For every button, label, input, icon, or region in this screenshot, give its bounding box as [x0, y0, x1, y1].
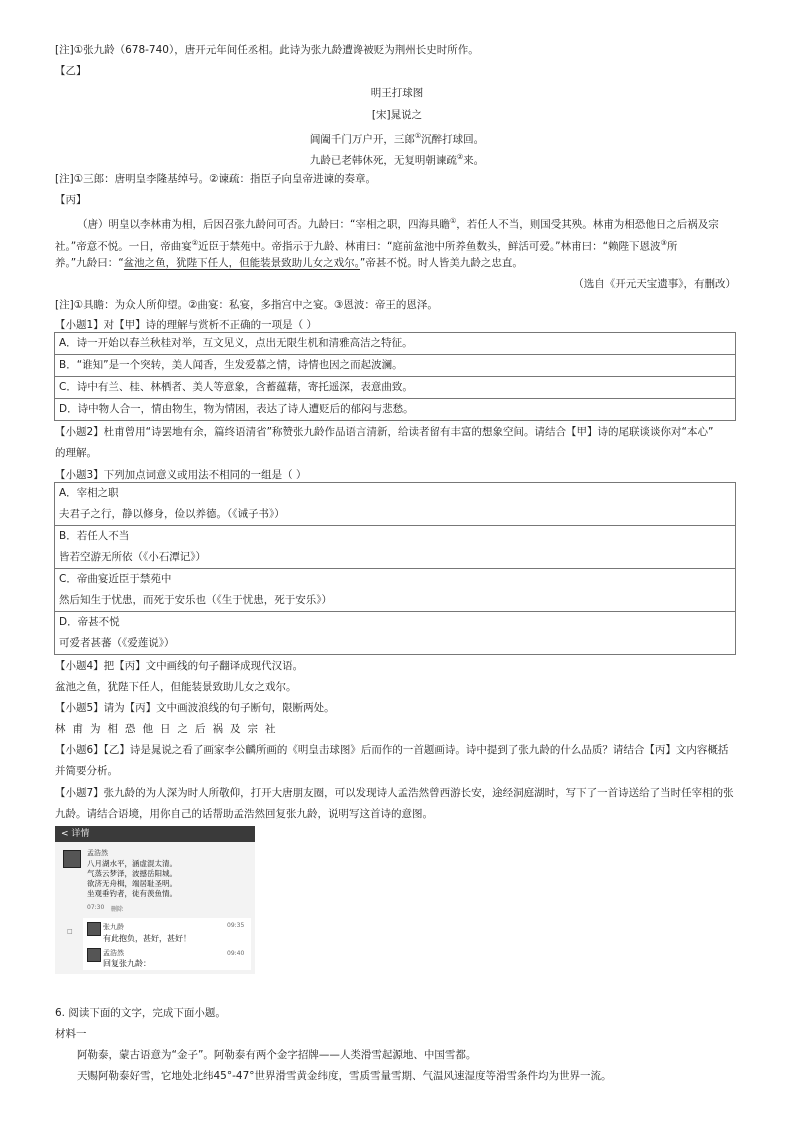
option-source: 夫君子之行，静以修身，俭以养德。（《诫子书》）	[59, 508, 285, 520]
poem-text: 沉醉打球回。	[421, 133, 485, 146]
moments-screenshot	[55, 826, 255, 974]
avatar	[63, 850, 81, 868]
poem-text: 来。	[463, 154, 485, 167]
material-p1: 阿勒泰，蒙古语意为“金子”。阿勒泰有两个金字招牌——人类滑雪起源地、中国雪都。	[77, 1049, 477, 1061]
yi-poem-line-2	[0, 150, 794, 168]
yi-poem-author: [宋]晁说之	[371, 109, 423, 121]
post-time: 07:30	[87, 904, 105, 911]
q1-option-a: A．诗一开始以春兰秋桂对举，互文见义，点出无限生机和清雅高洁之特征。	[55, 333, 735, 355]
q7-line-2: 九龄。请结合语境，用你自己的话帮助孟浩然回复张九龄，说明写这首诗的意图。	[55, 808, 433, 820]
poem-text: 阊阖千门万户开，三郎	[309, 133, 415, 146]
bing-text-line-3	[55, 256, 523, 270]
q3-option-a	[55, 483, 735, 526]
option-phrase: D．帝甚不悦	[59, 616, 120, 628]
text: ”帝甚不悦。时人皆美九龄之忠直。	[359, 257, 523, 269]
note-mark: ①	[414, 132, 422, 140]
underlined-sentence: 盆池之鱼，犹陛下任人，但能装景致助儿女之戏尔。	[123, 257, 360, 269]
reply2-text: 回复张九龄：	[103, 959, 151, 968]
option-source: 皆若空游无所依（《小石潭记》）	[59, 551, 206, 563]
note-mark: ①	[449, 217, 457, 225]
q6-line-1: 【小题6】【乙】诗是晁说之看了画家李公麟所画的《明皇击球图》后而作的一首题画诗。诗中提到了张九龄的什么品质？请结合【丙】文内容概括	[55, 744, 729, 756]
reply2-name: 孟浩然	[103, 949, 124, 957]
reply2-time: 09:40	[227, 950, 245, 957]
chat-poem-line: 欲济无舟楫，端居耻圣明。	[87, 879, 177, 888]
jia-note: [注]①张九龄（678-740），唐开元年间任丞相。此诗为张九龄遭谗被贬为荆州长史时所作。	[55, 44, 479, 56]
material-label: 材料一	[55, 1028, 87, 1040]
poem-text: 九龄已老韩休死，无复明朝谏疏	[309, 154, 457, 167]
q1-options-table	[54, 332, 736, 421]
section6-title: 6. 阅读下面的文字，完成下面小题。	[55, 1007, 226, 1019]
option-phrase: C．帝曲宴近臣于禁苑中	[59, 573, 172, 585]
q2-line-2: 的理解。	[55, 447, 97, 459]
q4-stem: 【小题4】把【丙】文中画线的句子翻译成现代汉语。	[55, 660, 304, 672]
reply1-name: 张九龄	[103, 923, 124, 931]
q5-sentence: 林甫为相恐他日之后祸及宗社	[55, 723, 283, 735]
note-mark: ③	[660, 239, 667, 247]
q3-option-d	[55, 612, 735, 655]
chat-poem-line: 坐观垂钓者，徒有羡鱼情。	[87, 889, 177, 898]
text: ，若任人不当，则国受其殃。林甫为相恐他日之后祸及宗	[456, 218, 719, 231]
option-source: 可爱者甚蕃（《爱莲说》）	[59, 637, 175, 649]
q3-stem: 【小题3】下列加点词意义或用法不相同的一组是（ ）	[55, 469, 307, 481]
text: （唐）明皇以李林甫为相，后因召张九龄问可否。九龄曰：“宰相之职，四海具瞻	[77, 218, 450, 231]
note-mark: ②	[456, 153, 464, 161]
yi-note: [注]①三郎：唐明皇李隆基绰号。②谏疏：指臣子向皇帝进谏的奏章。	[55, 173, 377, 185]
note-mark: ②	[191, 239, 198, 247]
q5-stem: 【小题5】请为【丙】文中画波浪线的句子断句，限断两处。	[55, 702, 335, 714]
q7-line-1: 【小题7】张九龄的为人深为时人所敬仰，打开大唐朋友圈，可以发现诗人孟浩然曾西游长安，途经洞庭湖时，写下了一首诗送给了当时任宰相的张	[55, 787, 734, 799]
bing-note: [注]①具瞻：为众人所仰望。②曲宴：私宴，多指宫中之宴。③恩波：帝王的恩泽。	[55, 299, 438, 311]
bing-label: 【丙】	[55, 194, 87, 206]
delete-link[interactable]: 删除	[111, 906, 124, 913]
comment-icon: □	[67, 928, 73, 935]
source-citation: （选自《开元天宝遗事》，有删改）	[573, 278, 736, 290]
avatar	[87, 948, 101, 962]
option-phrase: B．若任人不当	[59, 530, 130, 542]
text: 近臣于禁苑中。帝指示于九龄、林甫曰：“庭前盆池中所养鱼数头，鲜活可爱。”林甫曰：“赖陛下恩波	[197, 240, 661, 253]
reply1-text: 有此抱负，甚好，甚好！	[103, 934, 191, 943]
yi-label: 【乙】	[55, 65, 87, 77]
q4-sentence: 盆池之鱼，犹陛下任人，但能装景致助儿女之戏尔。	[55, 681, 297, 693]
chat-poem-line: 八月湖水平，涵虚混太清。	[87, 859, 177, 868]
q2-line-1: 【小题2】杜甫曾用“诗罢地有余，篇终语清省”称赞张九龄作品语言清新，给读者留有丰富的想象空间。请结合【甲】诗的尾联谈谈你对“本心”	[55, 426, 714, 438]
q1-option-c: C．诗中有兰、桂、林栖者、美人等意象，含蓄蕴藉，寄托遥深，表意曲致。	[55, 377, 735, 399]
q1-stem: 【小题1】对【甲】诗的理解与赏析不正确的一项是（ ）	[55, 319, 318, 331]
text: 所	[666, 240, 678, 253]
chat-poem-line: 气蒸云梦泽，波撼岳阳城。	[87, 869, 177, 878]
chat-header: < 详情	[55, 826, 255, 842]
text: 社。”帝意不悦。一日，帝曲宴	[55, 240, 192, 253]
q1-option-b: B．“谁知”是一个突转，美人闻香，生发爱慕之情，诗情也因之而起波澜。	[55, 355, 735, 377]
q3-option-b	[55, 526, 735, 569]
poster-name: 孟浩然	[87, 849, 108, 857]
yi-poem-title: 明王打球图	[370, 87, 424, 99]
text: 养。”九龄曰：“	[55, 257, 124, 269]
reply1-time: 09:35	[227, 922, 245, 929]
q3-option-c	[55, 569, 735, 612]
bing-text-line-1	[55, 214, 719, 232]
option-source: 然后知生于忧患，而死于安乐也（《生于忧患，死于安乐》）	[59, 594, 332, 606]
q6-line-2: 并简要分析。	[55, 765, 118, 777]
avatar	[87, 922, 101, 936]
option-phrase: A．宰相之职	[59, 487, 119, 499]
material-p2: 天赐阿勒泰好雪，它地处北纬45°-47°世界滑雪黄金纬度，雪质雪量雪期、气温风速湿度等滑雪条件均为世界一流。	[77, 1070, 612, 1082]
yi-poem-line-1	[0, 129, 794, 147]
q1-option-d: D．诗中物人合一，情由物生，物为情困，表达了诗人遭贬后的郁闷与悲愁。	[55, 399, 735, 421]
q3-options-table	[54, 482, 736, 655]
bing-text-line-2	[55, 236, 677, 254]
